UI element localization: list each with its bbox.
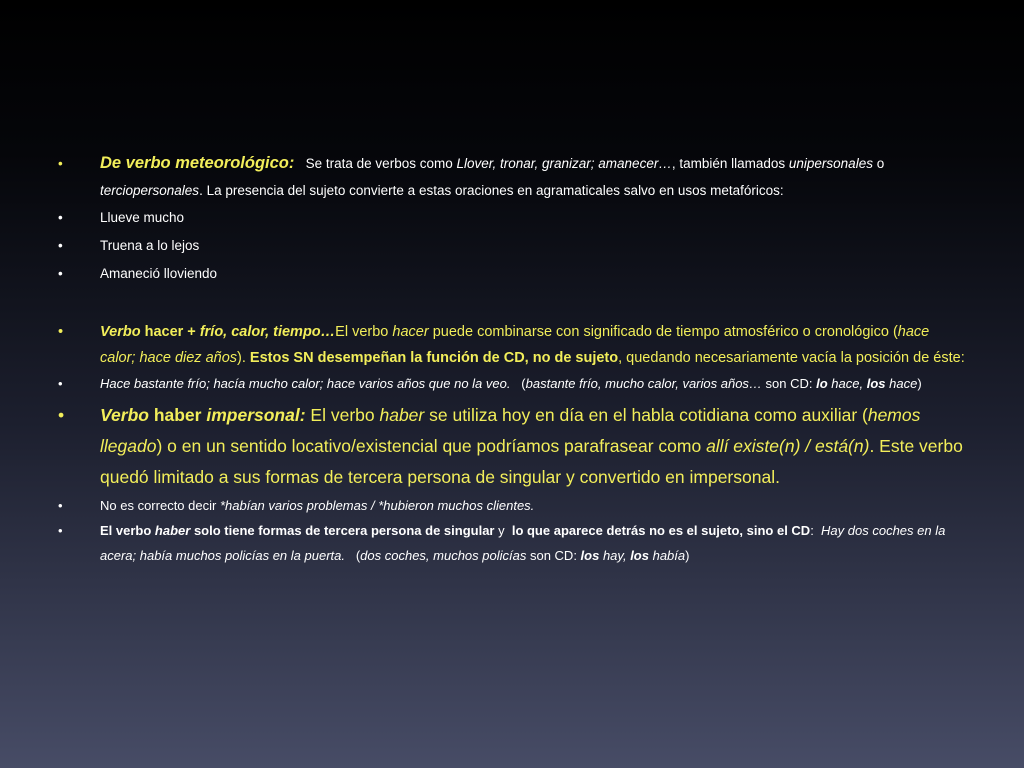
bullet-marker: • [58, 266, 63, 281]
bullet-verb-haber: • Verbo haber impersonal: El verbo haber se utiliza hoy en día en el habla cotidiana como auxiliar (hemos llegado) o en un sentido locativo/existencial que podríamos parafrasear como allí existe(n) / está(n). Este verbo quedó limitado a sus formas de tercera persona de singular y convertido en impersonal. [58, 400, 968, 493]
example-item: • Llueve mucho [58, 204, 968, 232]
slide-content [58, 150, 968, 568]
bullet-marker: • [58, 523, 63, 538]
spacer [58, 288, 968, 319]
bullet-marker: • [58, 324, 64, 340]
example-item: • Truena a lo lejos [58, 232, 968, 260]
bullet-marker: • [58, 498, 63, 513]
bullet-verb-hacer: • Verbo hacer + frío, calor, tiempo…El verbo hacer puede combinarse con significado de tiempo atmosférico o cronológico (hace calor; hace diez años). Estos SN desempeñan la función de CD, no de sujeto, quedando necesariamente vacía la posición de éste: [58, 319, 968, 371]
bullet-marker: • [58, 238, 63, 253]
bullet-marker: • [58, 156, 63, 171]
note-incorrect-usage: • No es correcto decir *habían varios problemas / *hubieron muchos clientes. [58, 493, 968, 518]
bullet-marker: • [58, 376, 63, 391]
example-hacer: • Hace bastante frío; hacía mucho calor; hace varios años que no la veo. (bastante frío, mucho calor, varios años… son CD: lo hace, los hace) [58, 371, 968, 396]
bullet-meteorological-verbs: • De verbo meteorológico: Se trata de verbos como Llover, tronar, granizar; amanecer…, también llamados unipersonales o terciopersonales. La presencia del sujeto convierte a estas oraciones en agramaticales salvo en usos metafóricos: [58, 150, 968, 204]
bullet-marker: • [58, 210, 63, 225]
note-haber-forms: • El verbo haber solo tiene formas de tercera persona de singular y lo que aparece detrás no es el sujeto, sino el CD: Hay dos coches en la acera; había muchos policías en la puerta. (dos coches, muchos policías son CD: los hay, los había) [58, 518, 968, 568]
bullet-marker: • [58, 405, 65, 425]
example-item: • Amaneció lloviendo [58, 260, 968, 288]
heading-meteorological: De verbo meteorológico: [100, 154, 295, 172]
